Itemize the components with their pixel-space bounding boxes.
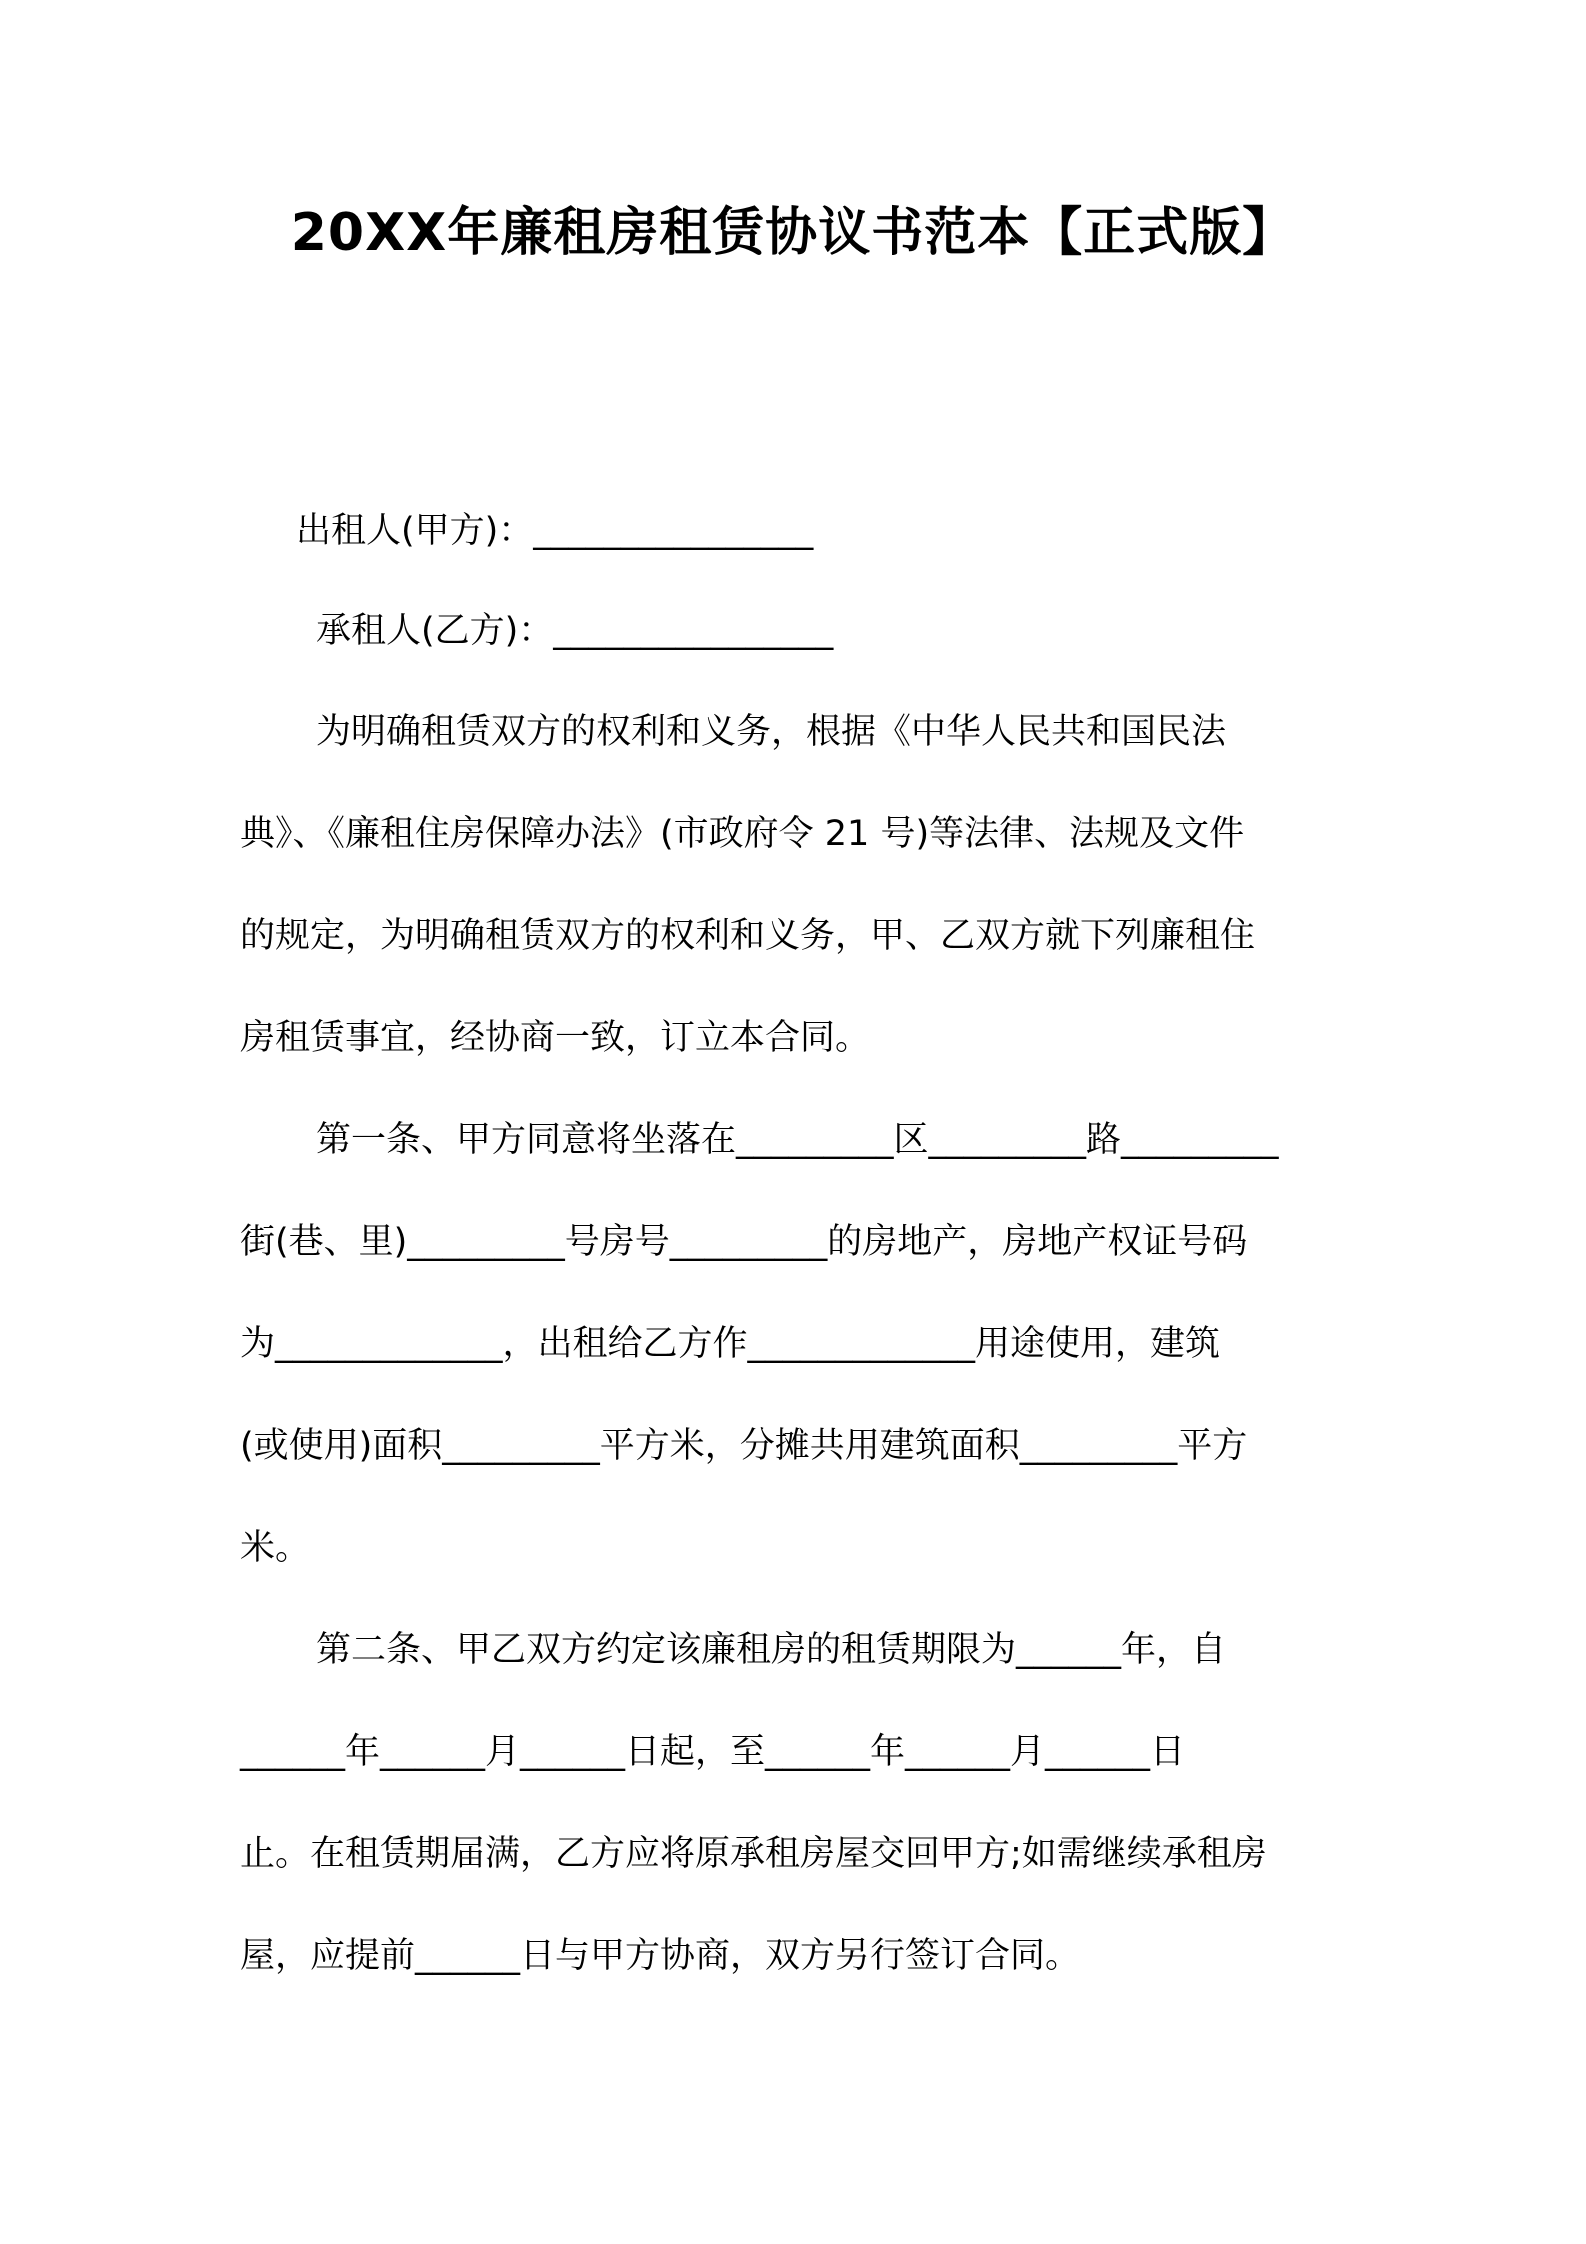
lessor-line: 出租人(甲方)：________________ — [296, 511, 814, 551]
lessee-line: 承租人(乙方)：________________ — [316, 611, 834, 651]
document-title: 20XX年廉租房租赁协议书范本【正式版】 — [290, 203, 1296, 263]
paragraph-preamble — [240, 681, 1350, 1089]
paragraph-article-1 — [240, 1089, 1350, 1599]
paragraph-text: 第二条、甲乙双方约定该廉租房的租赁期限为______年，自 ______年______月______日起，至______年______月______日 止。在租赁期届满，乙方应将原承租房屋交回甲方;如需继续承租房 屋，应提前______日与甲方协商，双方另行签订合同。 — [240, 1630, 1267, 1976]
paragraph-text: 第一条、甲方同意将坐落在_________区_________路_________ 街(巷、里)_________号房号_________的房地产，房地产权证号码 为_____________，出租给乙方作_____________用途使用，建筑 (或使用)面积_________平方米，分摊共用建筑面积_________平方 米。 — [240, 1120, 1279, 1568]
paragraph-text: 为明确租赁双方的权利和义务，根据《中华人民共和国民法 典》、《廉租住房保障办法》(市政府令 21 号)等法律、法规及文件 的规定，为明确租赁双方的权利和义务，甲、乙双方就下列廉租住 房租赁事宜，经协商一致，订立本合同。 — [240, 712, 1256, 1058]
paragraph-article-2 — [240, 1599, 1350, 2007]
